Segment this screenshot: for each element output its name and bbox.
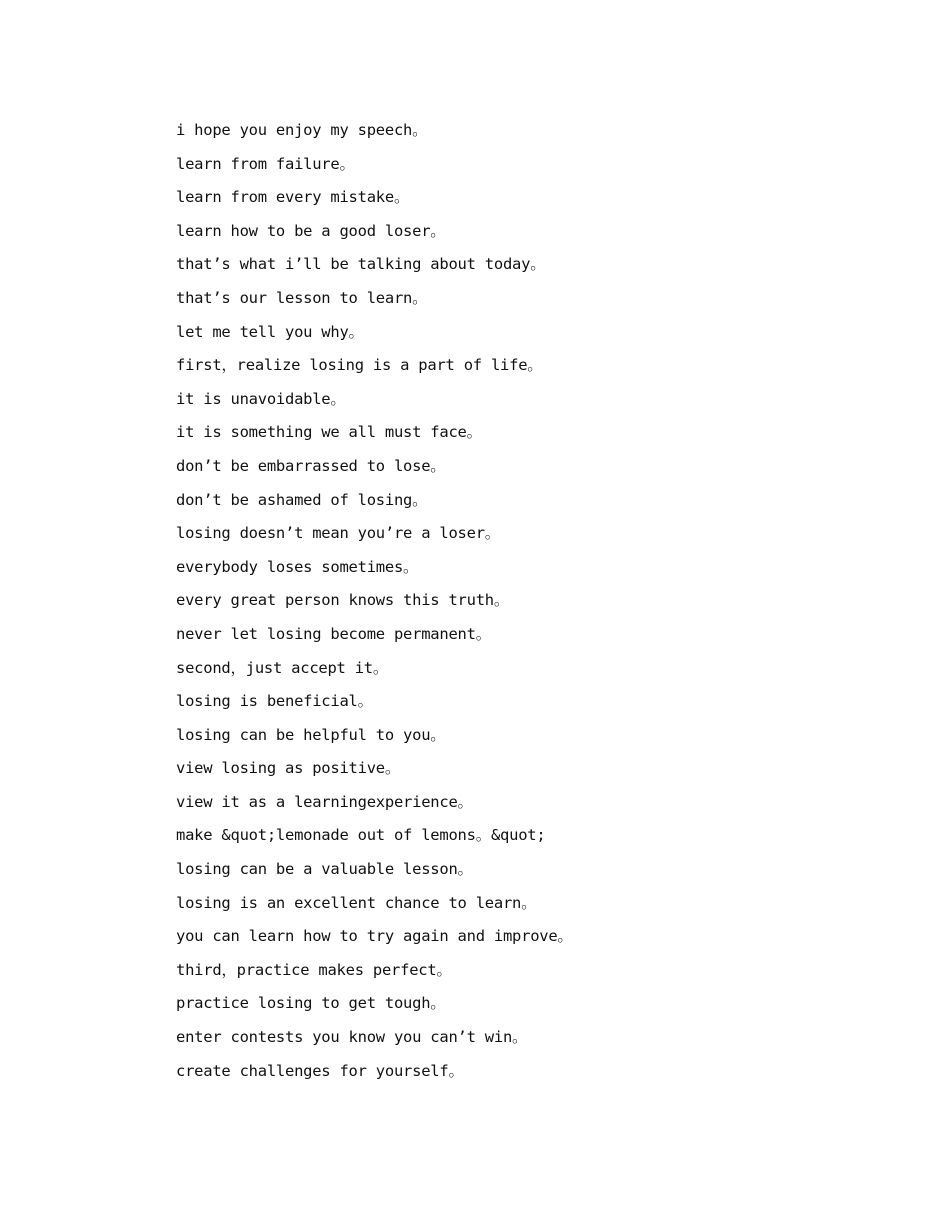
- text-line: view losing as positive。: [176, 759, 401, 778]
- text-line: don’t be embarrassed to lose。: [176, 456, 446, 475]
- text-line: that’s what i’ll be talking about today。: [176, 255, 546, 274]
- text-line: second，just accept it。: [176, 658, 389, 677]
- text-line: make &quot;lemonade out of lemons。&quot;: [176, 826, 546, 845]
- text-line: losing is an excellent chance to learn。: [176, 893, 537, 912]
- text-line: every great person knows this truth。: [176, 591, 510, 610]
- speech-text: [176, 114, 896, 1088]
- text-line: you can learn how to try again and improve。: [176, 927, 573, 946]
- text-line: practice losing to get tough。: [176, 994, 446, 1013]
- text-line: create challenges for yourself。: [176, 1061, 464, 1080]
- text-line: first，realize losing is a part of life。: [176, 356, 543, 375]
- text-line: learn from failure。: [176, 154, 355, 173]
- text-line: it is something we all must face。: [176, 423, 482, 442]
- text-line: it is unavoidable。: [176, 389, 346, 408]
- text-line: third，practice makes perfect。: [176, 960, 452, 979]
- text-line: losing can be a valuable lesson。: [176, 860, 473, 879]
- text-line: let me tell you why。: [176, 322, 364, 341]
- text-line: losing is beneficial。: [176, 692, 373, 711]
- text-line: enter contests you know you can’t win。: [176, 1028, 528, 1047]
- text-line: don’t be ashamed of losing。: [176, 490, 428, 509]
- text-line: view it as a learningexperience。: [176, 792, 473, 811]
- text-line: i hope you enjoy my speech。: [176, 121, 428, 139]
- text-line: never let losing become permanent。: [176, 624, 491, 643]
- text-line: everybody loses sometimes。: [176, 557, 419, 576]
- text-line: losing can be helpful to you。: [176, 725, 446, 744]
- text-line: losing doesn’t mean you’re a loser。: [176, 524, 501, 543]
- text-line: learn from every mistake。: [176, 188, 410, 207]
- text-line: learn how to be a good loser。: [176, 221, 446, 240]
- text-line: that’s our lesson to learn。: [176, 288, 428, 307]
